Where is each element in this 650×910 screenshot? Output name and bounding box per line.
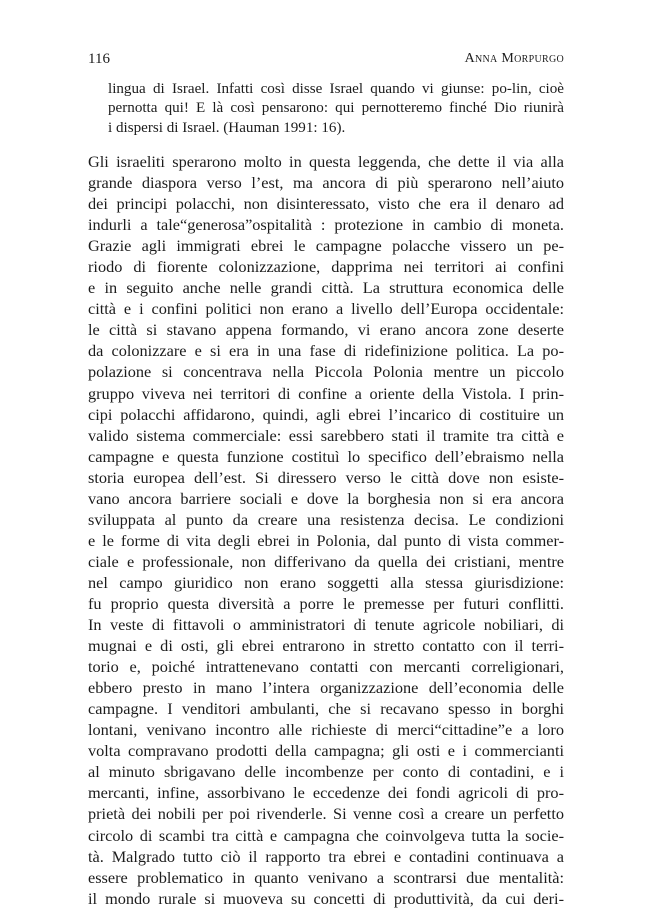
quote-line: lingua di Israel. Infatti così disse Israel quando vi giunse: po-lin, cioè <box>108 81 564 97</box>
body-line: Grazie agli immigrati ebrei le campagne polacche vissero un pe- <box>88 236 564 256</box>
body-line: polazione si concentrava nella Piccola Polonia mentre un piccolo <box>88 362 564 382</box>
body-line: il mondo rurale si muoveva su concetti di produttività, da cui deri- <box>88 888 564 908</box>
body-line: città e i confini politici non erano a livello dell’Europa occidentale: <box>88 299 564 319</box>
quote-line: pernotta qui! E là così pensarono: qui pernotteremo finché Dio riunirà <box>108 100 564 117</box>
running-head <box>88 49 564 69</box>
page-number: 116 <box>88 51 110 67</box>
body-line: vano ancora barriere sociali e dove la borghesia non si era ancora <box>88 488 564 508</box>
body-line: Gli israeliti sperarono molto in questa leggenda, che dette il via alla <box>88 152 564 171</box>
body-line: ebbero presto in mano l’intera organizzazione dell’economia delle <box>88 678 564 698</box>
body-line: mercanti, infine, assorbivano le eccedenze dei fondi agricoli di pro- <box>88 783 564 803</box>
body-line: storia europea dell’est. Si diressero verso le città dove non esiste- <box>88 467 564 487</box>
body-line: e in seguito anche nelle grandi città. La struttura economica delle <box>88 278 564 298</box>
body-line: sviluppata al punto da creare una resistenza decisa. Le condizioni <box>88 509 564 529</box>
quote-line: i dispersi di Israel. (Hauman 1991: 16). <box>108 119 346 136</box>
body-line: cipi polacchi affidarono, quindi, agli ebrei l’incarico di costituire un <box>88 404 564 424</box>
body-line: gruppo viveva nei territori di confine a oriente della Vistola. I prin- <box>88 383 564 403</box>
body-line: valido sistema commerciale: essi sarebbero stati il tramite tra città e <box>88 425 564 445</box>
body-line: In veste di fittavoli o amministratori di tenute agricole nobiliari, di <box>88 615 564 635</box>
body-line: riodo di fiorente colonizzazione, dapprima nei territori ai confini <box>88 257 564 277</box>
running-head-author: Anna Morpurgo <box>464 51 564 66</box>
body-line: volta compravano prodotti della campagna; gli osti e i commercianti <box>88 741 564 761</box>
body-line: dei principi polacchi, non disinteressato, visto che era il denaro ad <box>88 194 564 214</box>
body-line: circolo di scambi tra città e campagna che coinvolgeva tutta la socie- <box>88 825 564 845</box>
body-line: indurli a tale“generosa”ospitalità : protezione in cambio di moneta. <box>88 215 564 235</box>
body-line: fu proprio questa diversità a porre le premesse per futuri conflitti. <box>88 593 564 613</box>
body-line: da colonizzare e si era in una fase di ridefinizione politica. La po- <box>88 341 564 361</box>
body-line: torio e, poiché intrattenevano contatti con mercanti correligionari, <box>88 657 564 677</box>
body-line: e le forme di vita degli ebrei in Polonia, dal punto di vista commer- <box>88 530 564 550</box>
body-line: mugnai e di osti, gli ebrei entrarono in stretto contatto con il terri- <box>88 636 564 656</box>
body-line: tà. Malgrado tutto ciò il rapporto tra ebrei e contadini continuava a <box>88 846 564 866</box>
body-line: lontani, venivano incontro alle richieste di merci“cittadine”e a loro <box>88 720 564 740</box>
body-line: essere problematico in quanto venivano a scontrarsi due mentalità: <box>88 867 564 887</box>
body-line: ciale e professionale, non differivano da quella dei cristiani, mentre <box>88 551 564 571</box>
block-quote <box>108 80 564 138</box>
body-line: nel campo giuridico non erano soggetti alla stessa giurisdizione: <box>88 572 564 592</box>
body-paragraph <box>88 151 564 909</box>
body-line: campagne e questa funzione costituì lo specifico dell’ebraismo nella <box>88 446 564 466</box>
body-line: campagne. I venditori ambulanti, che si recavano spesso in borghi <box>88 699 564 719</box>
body-line: al minuto sbrigavano delle incombenze per conto di contadini, e i <box>88 762 564 782</box>
body-line: grande diaspora verso l’est, ma ancora di più sperarono nell’aiuto <box>88 173 564 193</box>
body-line: prietà dei nobili per poi rivenderle. Si venne così a creare un perfetto <box>88 804 564 824</box>
body-line: le città si stavano appena formando, vi erano ancora zone deserte <box>88 320 564 340</box>
